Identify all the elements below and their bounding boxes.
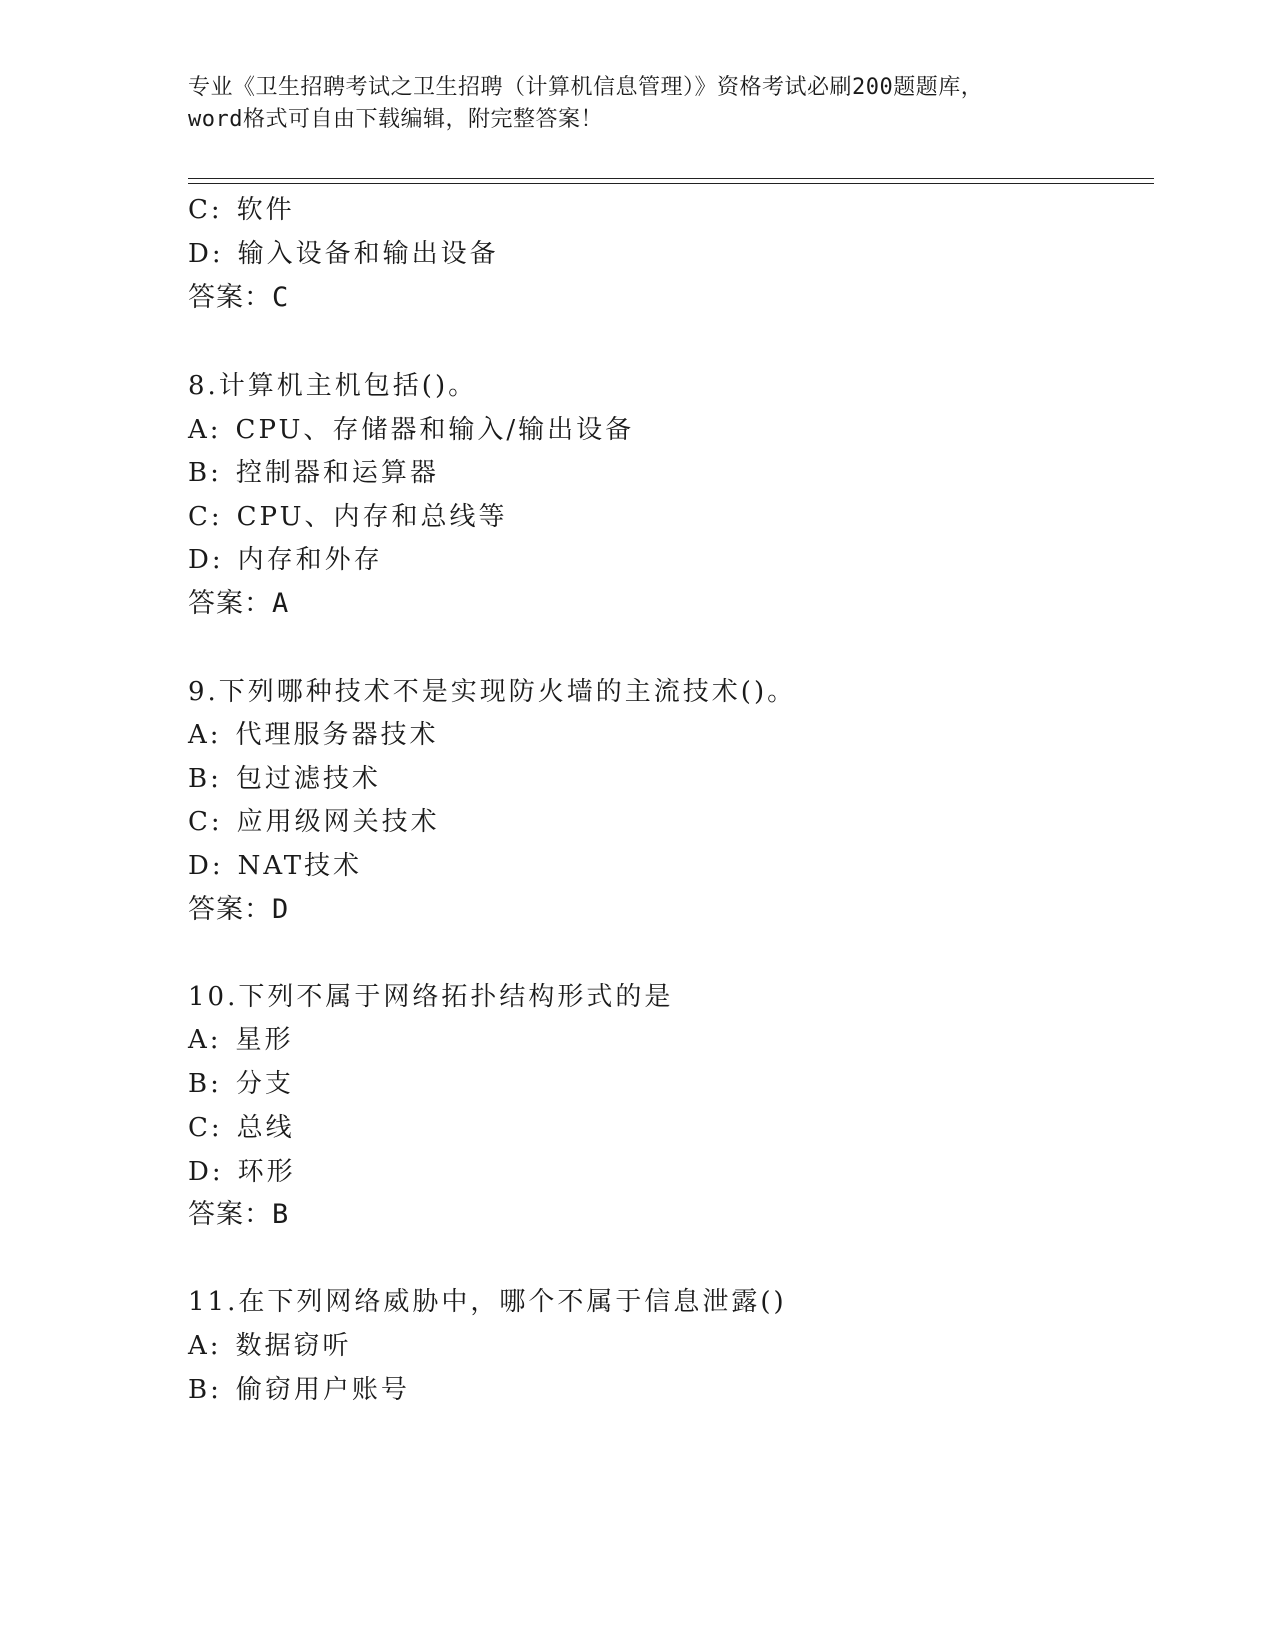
option-line bbox=[188, 1326, 352, 1366]
option-line bbox=[188, 1108, 295, 1148]
option-text: 数据窃听 bbox=[235, 1331, 352, 1361]
option-line bbox=[188, 453, 439, 493]
option-line bbox=[188, 1020, 294, 1060]
header-title-line-1: 专业《卫生招聘考试之卫生招聘（计算机信息管理）》资格考试必刷200题题库， bbox=[188, 75, 984, 100]
option-letter: B: bbox=[188, 1375, 222, 1405]
option-line bbox=[188, 1152, 296, 1192]
question-text: 10.下列不属于网络拓扑结构形式的是 bbox=[188, 982, 674, 1012]
option-letter: C: bbox=[188, 807, 223, 837]
answer-line: 答案：A bbox=[188, 588, 290, 619]
answer-line: 答案：C bbox=[188, 282, 290, 313]
option-text: CPU、存储器和输入/输出设备 bbox=[235, 415, 635, 445]
header-divider-top bbox=[188, 178, 1154, 179]
option-letter: B: bbox=[188, 458, 222, 488]
option-letter: A: bbox=[188, 415, 222, 445]
option-line bbox=[188, 802, 440, 842]
option-text: 控制器和运算器 bbox=[235, 458, 439, 488]
option-text: 输入设备和输出设备 bbox=[237, 239, 499, 269]
option-line bbox=[188, 410, 634, 450]
option-line bbox=[188, 540, 383, 580]
question-text: 11.在下列网络威胁中，哪个不属于信息泄露() bbox=[188, 1287, 787, 1317]
option-letter: A: bbox=[188, 1025, 222, 1055]
question-text: 9.下列哪种技术不是实现防火墙的主流技术()。 bbox=[188, 677, 797, 707]
option-letter: C: bbox=[188, 195, 223, 225]
answer-line: 答案：B bbox=[188, 1199, 290, 1230]
option-text: 应用级网关技术 bbox=[236, 807, 440, 837]
option-text: 内存和外存 bbox=[237, 545, 383, 575]
option-text: 分支 bbox=[235, 1069, 294, 1099]
option-letter: D: bbox=[188, 545, 224, 575]
option-line bbox=[188, 1064, 294, 1104]
option-text: 偷窃用户账号 bbox=[235, 1375, 410, 1405]
option-text: 环形 bbox=[237, 1157, 296, 1187]
option-text: NAT技术 bbox=[237, 851, 363, 881]
option-line bbox=[188, 190, 295, 230]
option-text: 代理服务器技术 bbox=[235, 720, 439, 750]
option-letter: B: bbox=[188, 764, 222, 794]
header-divider-bottom bbox=[188, 183, 1154, 184]
option-line bbox=[188, 715, 439, 755]
option-letter: D: bbox=[188, 1157, 224, 1187]
option-line bbox=[188, 234, 499, 274]
option-line bbox=[188, 1370, 410, 1410]
option-line bbox=[188, 497, 508, 537]
header-title-line-2: word格式可自由下载编辑，附完整答案！ bbox=[188, 107, 603, 132]
option-text: CPU、内存和总线等 bbox=[236, 502, 508, 532]
option-text: 软件 bbox=[236, 195, 295, 225]
option-text: 包过滤技术 bbox=[235, 764, 381, 794]
answer-line: 答案：D bbox=[188, 894, 290, 925]
document-header bbox=[188, 72, 1088, 136]
option-letter: D: bbox=[188, 851, 224, 881]
option-letter: B: bbox=[188, 1069, 222, 1099]
option-text: 总线 bbox=[236, 1113, 295, 1143]
option-line bbox=[188, 759, 381, 799]
option-letter: C: bbox=[188, 1113, 223, 1143]
option-letter: A: bbox=[188, 1331, 222, 1361]
option-letter: A: bbox=[188, 720, 222, 750]
option-letter: D: bbox=[188, 239, 224, 269]
option-letter: C: bbox=[188, 502, 223, 532]
question-text: 8.计算机主机包括()。 bbox=[188, 371, 478, 401]
option-line bbox=[188, 846, 362, 886]
option-text: 星形 bbox=[235, 1025, 294, 1055]
